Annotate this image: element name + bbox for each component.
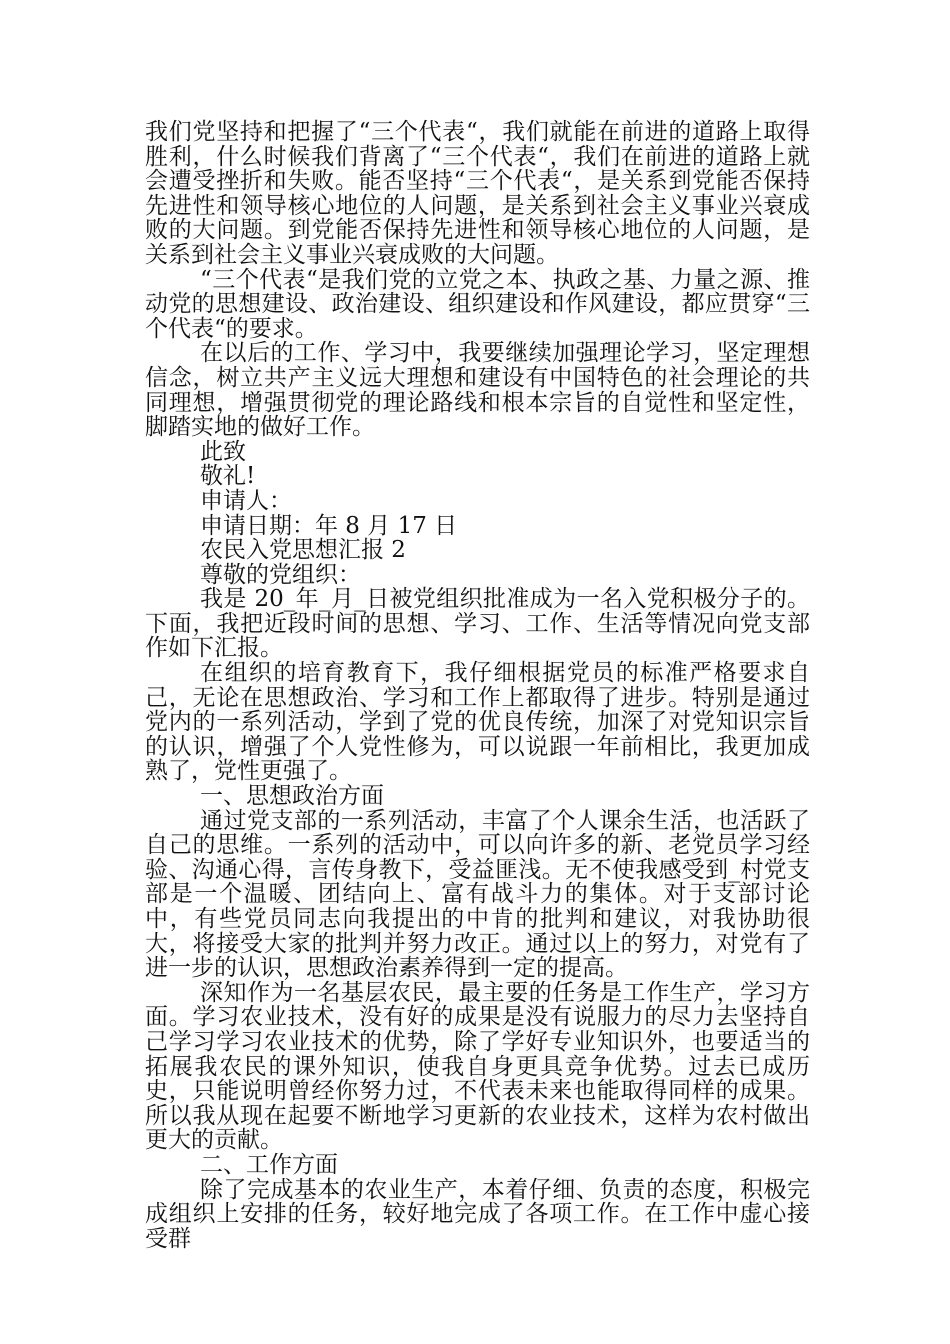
paragraph: 通过党支部的一系列活动，丰富了个人课余生活，也活跃了自己的思维。一系列的活动中，可以向许多的新、老党员学习经验、沟通心得，言传身教下，受益匪浅。无不使我感受到_村党支部是一个温暖、团结向上、富有战斗力的集体。对于支部讨论中，有些党员同志向我提出的中肯的批判和建议，对我协助很大，将接受大家的批判并努力改正。通过以上的努力，对党有了进一步的认识，思想政治素养得到一定的提高。 [145,807,810,982]
salutation-cizhi: 此致 [200,438,246,465]
application-date-line: 申请日期：年 8 月 17 日 [200,512,458,539]
section-title: 农民入党思想汇报 2 [200,537,406,564]
subheading-political: 一、思想政治方面 [200,783,384,810]
greeting: 尊敬的党组织： [200,561,361,588]
document-body [145,120,810,1251]
paragraph: 我们党坚持和把握了“三个代表“，我们就能在前进的道路上取得胜利，什么时候我们背离了“三个代表“，我们在前进的道路上就会遭受挫折和失败。能否坚持“三个代表“，是关系到党能否保持先进性和领导核心地位的人问题，是关系到社会主义事业兴衰成败的大问题。到党能否保持先进性和领导核心地位的人问题，是关系到社会主义事业兴衰成败的大问题。 [145,119,810,268]
subheading-work: 二、工作方面 [200,1151,338,1178]
paragraph: 在以后的工作、学习中，我要继续加强理论学习，坚定理想信念，树立共产主义远大理想和建设有中国特色的社会理论的共同理想，增强贯彻党的理论路线和根本宗旨的自觉性和坚定性，脚踏实地的做好工作。 [145,340,810,441]
applicant-line: 申请人： [200,487,292,514]
paragraph: 深知作为一名基层农民，最主要的任务是工作生产，学习方面。学习农业技术，没有好的成果是没有说服力的尽力去坚持自己学习学习农业技术的优势，除了学好专业知识外，也要适当的拓展我农民的课外知识，使我自身更具竞争优势。过去已成历史，只能说明曾经你努力过，不代表未来也能取得同样的成果。所以我从现在起要不断地学习更新的农业技术，这样为农村做出更大的贡献。 [145,979,810,1154]
paragraph: 除了完成基本的农业生产，本着仔细、负责的态度，积极完成组织上安排的任务，较好地完成了各项工作。在工作中虚心接受群 [145,1176,810,1252]
salutation-jingli: 敬礼! [200,463,256,490]
paragraph: 在组织的培育教育下，我仔细根据党员的标准严格要求自己，无论在思想政治、学习和工作上都取得了进步。特别是通过党内的一系列活动，学到了党的优良传统，加深了对党知识宗旨的认识，增强了个人党性修为，可以说跟一年前相比，我更加成熟了，党性更强了。 [145,660,810,785]
paragraph: “三个代表“是我们党的立党之本、执政之基、力量之源、推动党的思想建设、政治建设、组织建设和作风建设，都应贯穿“三个代表“的要求。 [145,266,810,342]
paragraph: 我是 20_年_月_日被党组织批准成为一名入党积极分子的。下面，我把近段时间的思想、学习、工作、生活等情况向党支部作如下汇报。 [145,586,810,662]
